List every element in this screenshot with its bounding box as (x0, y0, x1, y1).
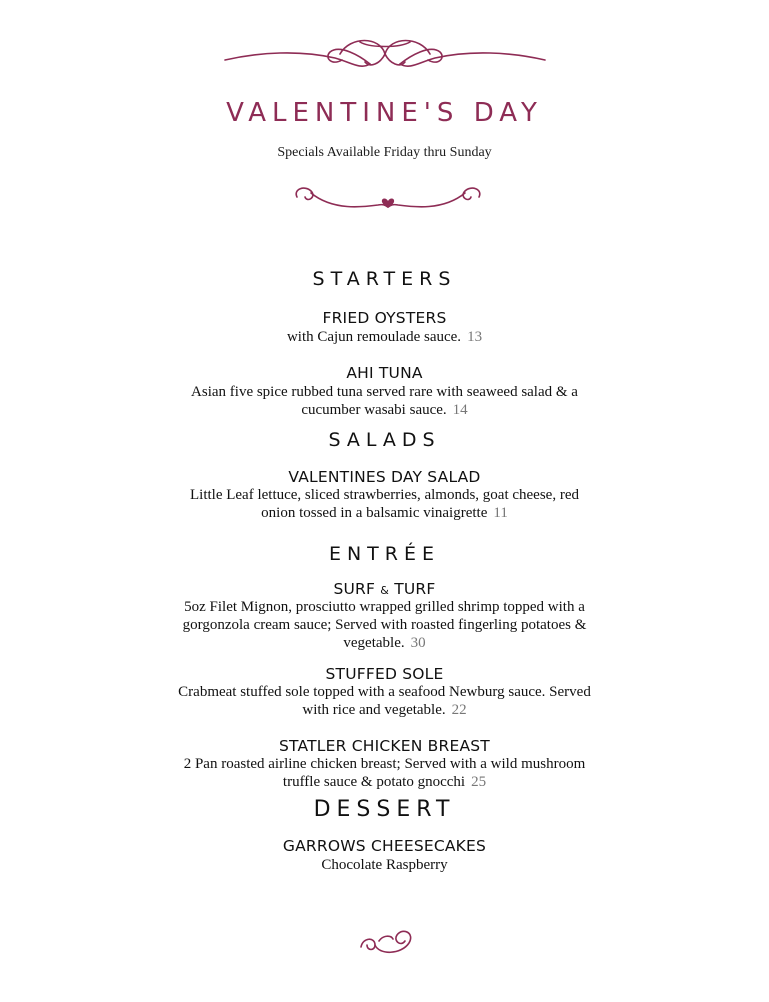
section-title-salads: SALADS (328, 429, 441, 451)
item-price: 30 (410, 635, 426, 651)
section-title-dessert: DESSERT (313, 797, 456, 822)
heart-flourish-icon (293, 183, 483, 217)
curl-flourish-icon (357, 925, 417, 961)
item-name-stuffed-sole: STUFFED SOLE (325, 665, 444, 683)
page-title: VALENTINE'S DAY (226, 98, 543, 128)
item-desc-fried-oysters: with Cajun remoulade sauce. 13 (286, 329, 483, 345)
item-desc-stuffed-sole: Crabmeat stuffed sole topped with a seafood Newburg sauce. Served with rice and vegetable. 22 (178, 684, 591, 718)
section-title-starters: STARTERS (312, 268, 457, 290)
item-name-valentines-salad: VALENTINES DAY SALAD (288, 468, 481, 486)
item-price: 14 (452, 402, 468, 418)
item-desc-statler-chicken: 2 Pan roasted airline chicken breast; Served with a wild mushroom truffle sauce & potato gnocchi 25 (183, 756, 586, 790)
item-name-surf-turf: SURF & TURF (333, 580, 436, 598)
item-price: 22 (451, 702, 467, 718)
item-price: 13 (467, 329, 483, 345)
item-desc-valentines-salad: Little Leaf lettuce, sliced strawberries, almonds, goat cheese, red onion tossed in a balsamic vinaigrette 11 (189, 487, 579, 521)
item-desc-surf-turf: 5oz Filet Mignon, prosciutto wrapped grilled shrimp topped with a gorgonzola cream sauce; Served with roasted fingerling potatoes & vegetable. 30 (182, 599, 587, 651)
item-desc-garrows-cheesecakes: Chocolate Raspberry (321, 857, 448, 873)
item-name-ahi-tuna: AHI TUNA (346, 364, 423, 382)
page-subtitle: Specials Available Friday thru Sunday (277, 145, 492, 160)
item-name-statler-chicken: STATLER CHICKEN BREAST (279, 737, 490, 755)
item-price: 11 (493, 505, 508, 521)
item-desc-ahi-tuna: Asian five spice rubbed tuna served rare with seaweed salad & a cucumber wasabi sauce. 14 (191, 384, 578, 418)
section-title-entree: ENTRÉE (328, 543, 441, 565)
item-price: 25 (471, 774, 487, 790)
item-name-fried-oysters: FRIED OYSTERS (322, 309, 447, 327)
item-name-garrows-cheesecakes: GARROWS CHEESECAKES (282, 837, 487, 855)
scroll-flourish-icon (220, 30, 550, 80)
